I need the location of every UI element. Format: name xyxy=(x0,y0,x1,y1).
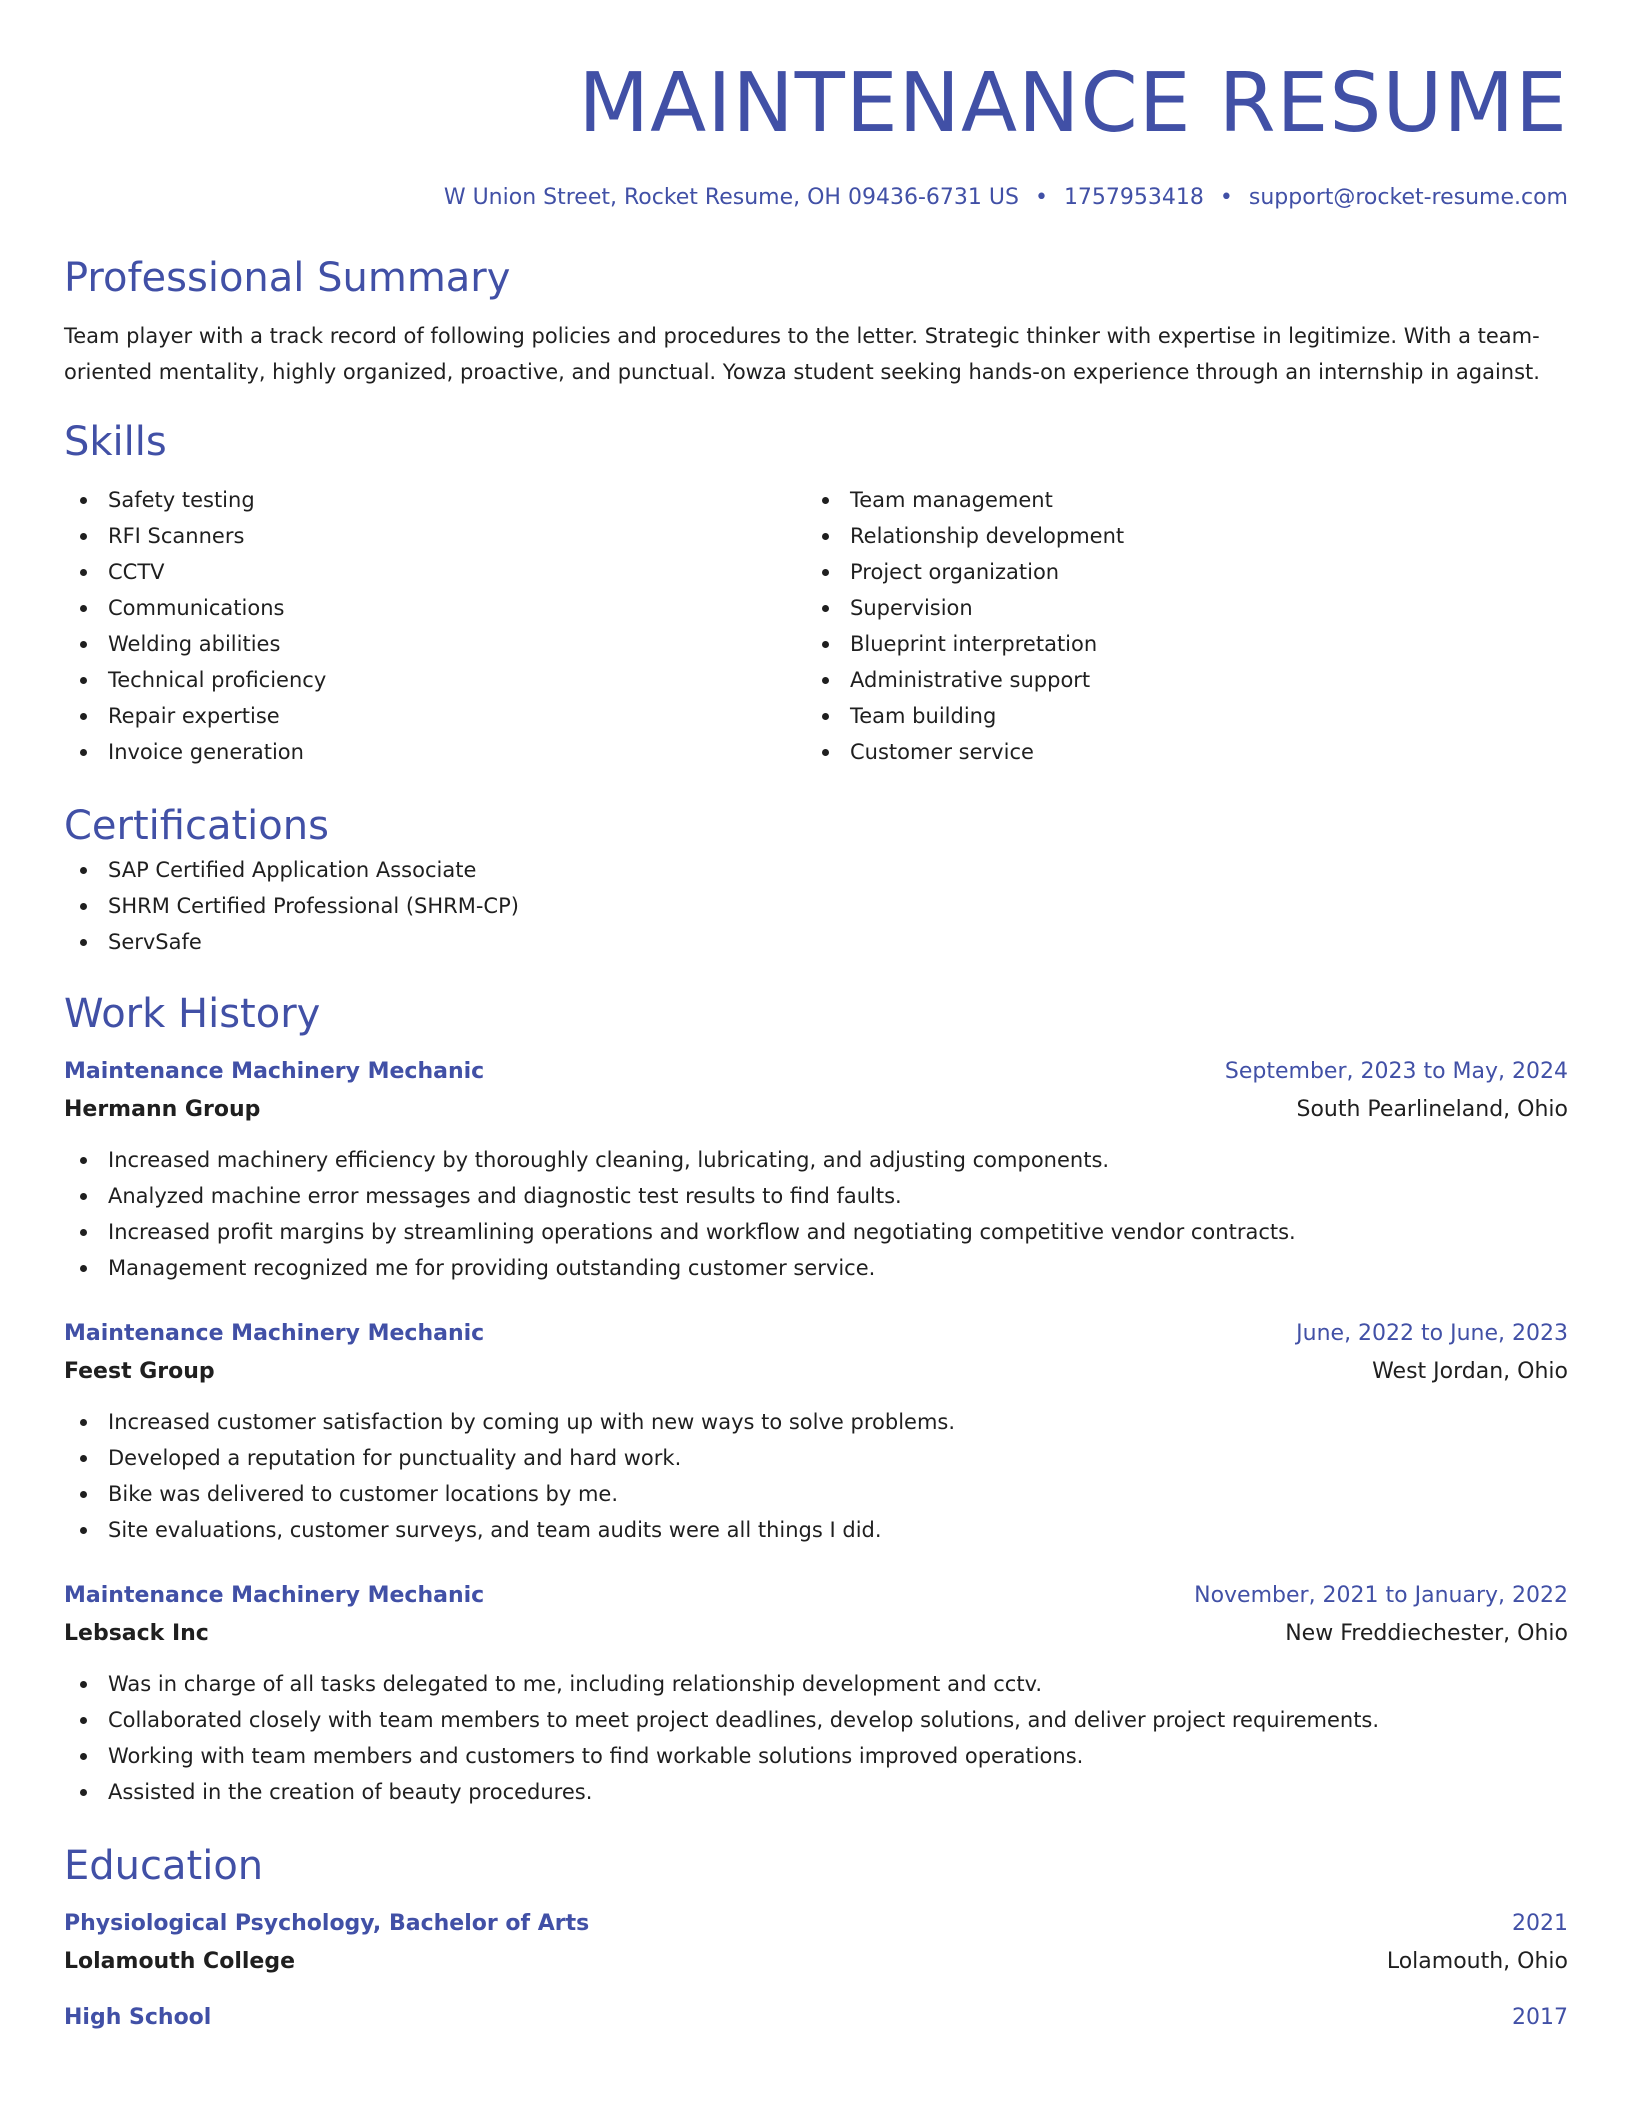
list-item: Technical proficiency xyxy=(64,662,806,698)
list-item: Blueprint interpretation xyxy=(806,626,1548,662)
list-item: Repair expertise xyxy=(64,698,806,734)
list-item: Invoice generation xyxy=(64,734,806,770)
work-history-section xyxy=(64,988,1568,1810)
resume-title: MAINTENANCE RESUME xyxy=(578,56,1568,151)
job-location: New Freddiechester, Ohio xyxy=(1285,1621,1568,1646)
section-title-work-history: Work History xyxy=(64,991,321,1037)
list-item: SAP Certified Application Associate xyxy=(64,852,1568,888)
list-item: Increased customer satisfaction by coming up with new ways to solve problems. xyxy=(64,1404,1568,1440)
job-location: South Pearlineland, Ohio xyxy=(1296,1097,1568,1122)
list-item: Customer service xyxy=(806,734,1548,770)
job-dates: September, 2023 to May, 2024 xyxy=(1224,1059,1568,1084)
list-item: Team management xyxy=(806,482,1548,518)
section-title-summary: Professional Summary xyxy=(64,255,511,301)
job-bullets xyxy=(64,1666,1568,1810)
professional-summary-section xyxy=(64,252,1568,390)
education-header xyxy=(64,2000,1568,2036)
list-item: Working with team members and customers to find workable solutions improved operations. xyxy=(64,1738,1568,1774)
job-title: Maintenance Machinery Mechanic xyxy=(64,1059,485,1084)
education-section xyxy=(64,1840,1568,2036)
job-dates: November, 2021 to January, 2022 xyxy=(1194,1583,1568,1608)
list-item: Increased profit margins by streamlining operations and workflow and negotiating competitive vendor contracts. xyxy=(64,1214,1568,1250)
education-year: 2021 xyxy=(1512,1911,1568,1936)
skills-columns xyxy=(64,482,1568,770)
education-degree: Physiological Psychology, Bachelor of Arts xyxy=(64,1911,590,1936)
education-subheader xyxy=(64,1942,1568,1982)
skills-list-right xyxy=(806,482,1548,770)
list-item: Analyzed machine error messages and diagnostic test results to find faults. xyxy=(64,1178,1568,1214)
list-item: Team building xyxy=(806,698,1548,734)
summary-text: Team player with a track record of following policies and procedures to the letter. Strategic thinker with expertise in legitimize. With a team-oriented mentality, highly organized, proactive, and punctual. Yowza student seeking hands-on experience through an internship in against. xyxy=(64,324,1540,384)
education-location: Lolamouth, Ohio xyxy=(1386,1949,1568,1974)
list-item: Assisted in the creation of beauty procedures. xyxy=(64,1774,1568,1810)
contact-email[interactable]: support@rocket-resume.com xyxy=(1248,185,1568,210)
section-title-education: Education xyxy=(64,1843,264,1889)
certifications-list xyxy=(64,852,1568,960)
contact-phone: 1757953418 xyxy=(1063,185,1204,210)
certifications-section xyxy=(64,800,1568,960)
contact-separator: • xyxy=(1034,185,1048,210)
list-item: Increased machinery efficiency by thoroughly cleaning, lubricating, and adjusting components. xyxy=(64,1142,1568,1178)
section-title-certifications: Certifications xyxy=(64,803,329,849)
skills-section xyxy=(64,416,1568,770)
list-item: Bike was delivered to customer locations by me. xyxy=(64,1476,1568,1512)
list-item: RFI Scanners xyxy=(64,518,806,554)
list-item: Site evaluations, customer surveys, and team audits were all things I did. xyxy=(64,1512,1568,1548)
education-header xyxy=(64,1906,1568,1942)
list-item: Collaborated closely with team members to meet project deadlines, develop solutions, and deliver project requirements. xyxy=(64,1702,1568,1738)
list-item: Was in charge of all tasks delegated to me, including relationship development and cctv. xyxy=(64,1666,1568,1702)
education-degree: High School xyxy=(64,2005,212,2030)
section-title-skills: Skills xyxy=(64,419,167,465)
skills-list-left xyxy=(64,482,806,770)
job-header xyxy=(64,1578,1568,1614)
list-item: Administrative support xyxy=(806,662,1548,698)
job-subheader xyxy=(64,1352,1568,1392)
list-item: Relationship development xyxy=(806,518,1548,554)
list-item: Management recognized me for providing outstanding customer service. xyxy=(64,1250,1568,1286)
list-item: Safety testing xyxy=(64,482,806,518)
list-item: Project organization xyxy=(806,554,1548,590)
job-company: Feest Group xyxy=(64,1359,215,1384)
job-bullets xyxy=(64,1142,1568,1286)
list-item: Supervision xyxy=(806,590,1548,626)
job-title: Maintenance Machinery Mechanic xyxy=(64,1583,485,1608)
education-entry xyxy=(64,1906,1568,1982)
job-entry xyxy=(64,1054,1568,1286)
education-year: 2017 xyxy=(1512,2005,1568,2030)
contact-line xyxy=(64,182,1568,214)
job-header xyxy=(64,1054,1568,1090)
job-company: Hermann Group xyxy=(64,1097,261,1122)
list-item: ServSafe xyxy=(64,924,1568,960)
list-item: Communications xyxy=(64,590,806,626)
job-subheader xyxy=(64,1090,1568,1130)
list-item: Developed a reputation for punctuality and hard work. xyxy=(64,1440,1568,1476)
job-title: Maintenance Machinery Mechanic xyxy=(64,1321,485,1346)
job-header xyxy=(64,1316,1568,1352)
list-item: CCTV xyxy=(64,554,806,590)
job-company: Lebsack Inc xyxy=(64,1621,209,1646)
list-item: SHRM Certified Professional (SHRM-CP) xyxy=(64,888,1568,924)
list-item: Welding abilities xyxy=(64,626,806,662)
contact-separator: • xyxy=(1219,185,1233,210)
job-bullets xyxy=(64,1404,1568,1548)
contact-address: W Union Street, Rocket Resume, OH 09436-6731 US xyxy=(443,185,1019,210)
job-entry xyxy=(64,1578,1568,1810)
education-entry xyxy=(64,2000,1568,2036)
job-location: West Jordan, Ohio xyxy=(1372,1359,1568,1384)
job-subheader xyxy=(64,1614,1568,1654)
job-dates: June, 2022 to June, 2023 xyxy=(1296,1321,1568,1346)
resume-page xyxy=(64,0,1568,2036)
education-school: Lolamouth College xyxy=(64,1949,295,1974)
job-entry xyxy=(64,1316,1568,1548)
